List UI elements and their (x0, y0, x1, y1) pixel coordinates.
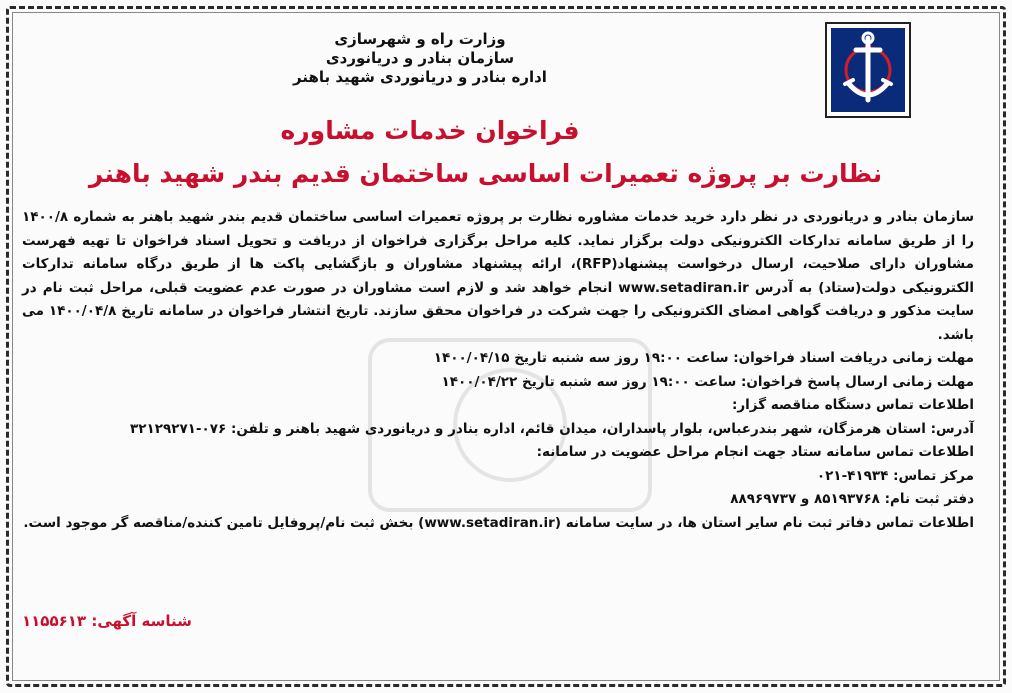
deadline-send: مهلت زمانی ارسال پاسخ فراخوان: ساعت ۱۹:۰۰ روز سه شنبه تاریخ ۱۴۰۰/۰۴/۲۲ (441, 373, 974, 390)
announcement-body (22, 206, 974, 535)
address-line: آدرس: استان هرمزگان، شهر بندرعباس، بلوار پاسداران، میدان قائم، اداره بنادر و دریانوردی شهید باهنر و تلفن: ۰۷۶-۳۲۱۲۹۲۷۱ (130, 420, 974, 437)
header-organization: سازمان بنادر و دریانوردی (325, 49, 515, 67)
call-center-line: مرکز تماس: ۴۱۹۳۴-۰۲۱ (816, 467, 974, 484)
ad-identifier: شناسه آگهی: ۱۱۵۵۶۱۳ (22, 612, 192, 630)
registration-office-line: دفتر ثبت نام: ۸۵۱۹۳۷۶۸ و ۸۸۹۶۹۷۳۷ (730, 491, 974, 507)
ports-organization-logo (825, 22, 911, 118)
contact-heading: اطلاعات تماس دستگاه مناقصه گزار: (732, 397, 974, 413)
provincial-offices-line: اطلاعات تماس دفاتر ثبت نام سایر استان ها، در سایت سامانه (www.setadiran.ir) بخش ثبت نام/پروفایل تامین کننده/مناقصه گر موجود است. (23, 514, 974, 531)
anchor-emblem-icon (827, 24, 909, 116)
setad-contact-line: اطلاعات تماس سامانه ستاد جهت انجام مراحل عضویت در سامانه: (536, 444, 974, 460)
announcement-title: فراخوان خدمات مشاوره (280, 116, 580, 145)
announcement-subtitle: نظارت بر پروژه تعمیرات اساسی ساختمان قدیم بندر شهید باهنر (88, 159, 883, 188)
ministry-header (290, 30, 550, 87)
header-department: اداره بنادر و دریانوردی شهید باهنر (293, 68, 547, 86)
deadline-receive: مهلت زمانی دریافت اسناد فراخوان: ساعت ۱۹:۰۰ روز سه شنبه تاریخ ۱۴۰۰/۰۴/۱۵ (433, 350, 974, 366)
header-ministry: وزارت راه و شهرسازی (334, 30, 506, 48)
body-paragraph: سازمان بنادر و دریانوردی در نظر دارد خرید خدمات مشاوره نظارت بر پروژه تعمیرات اساسی ساختمان قدیم بندر شهید باهنر به شماره ۱۴۰۰/۸ را از طریق سامانه تدارکات الکترونیکی دولت برگزار نماید. کلیه مراحل برگزاری فراخوان از دریافت و تحویل اسناد فراخوان تا تهیه فهرست مشاوران دارای صلاحیت، ارسال درخواست پیشنهاد(RFP)، ارائه پیشنهاد مشاوران و بازگشایی پاکت ها از طریق درگاه سامانه تدارکات الکترونیکی دولت(ستاد) به آدرس www.setadiran.ir انجام خواهد شد و لازم است مشاوران در صورت عدم عضویت قبلی، مراحل ثبت نام در سایت مذکور و دریافت گواهی امضای الکترونیکی را جهت شرکت در فراخوان محقق سازند. تاریخ انتشار فراخوان در سامانه تاریخ ۱۴۰۰/۰۴/۸ می باشد. (22, 209, 974, 343)
